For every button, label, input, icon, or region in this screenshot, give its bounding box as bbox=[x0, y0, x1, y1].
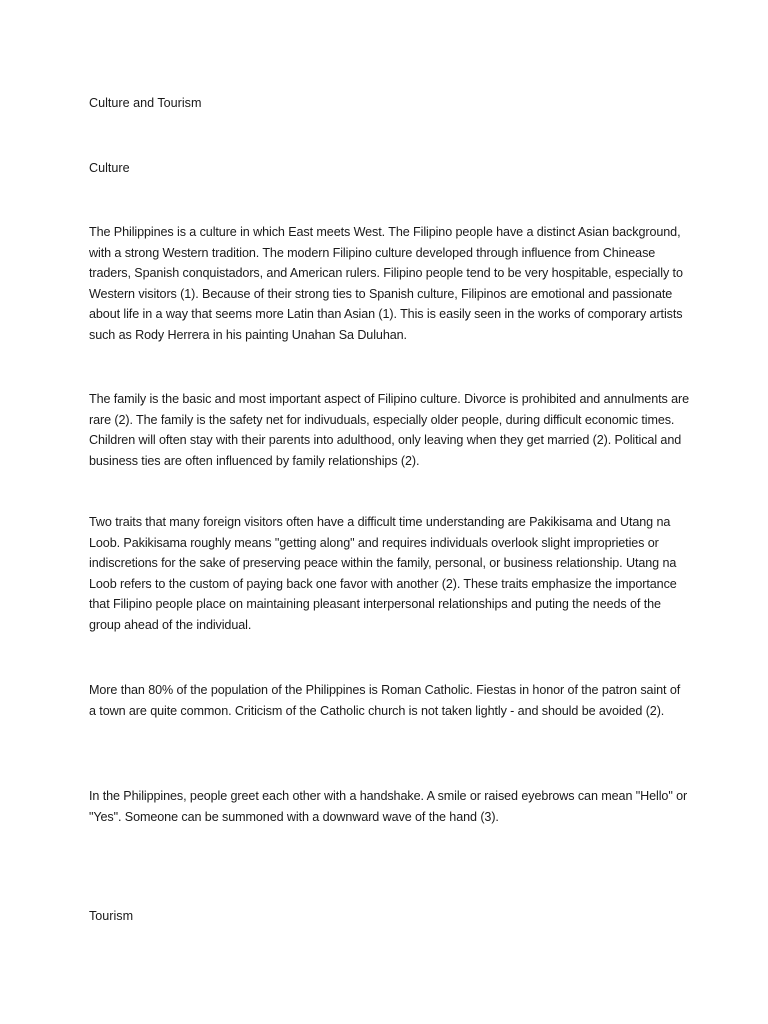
paragraph-family: The family is the basic and most important aspect of Filipino culture. Divorce is prohibited and annulments are rare (2). The family is the safety net for indivuduals, especially older people, during difficult economic times. Children will often stay with their parents into adulthood, only leaving when they get married (2). Political and business ties are often influenced by family relationships (2). bbox=[89, 392, 689, 468]
paragraph-culture-overview: The Philippines is a culture in which East meets West. The Filipino people have a distinct Asian background, with a strong Western tradition. The modern Filipino culture developed through influence from Chinease traders, Spanish conquistadors, and American rulers. Filipino people tend to be very hospitable, especially to Western visitors (1). Because of their strong ties to Spanish culture, Filipinos are emotional and passionate about life in a way that seems more Latin than Asian (1). This is easily seen in the works of comporary artists such as Rody Herrera in his painting Unahan Sa Duluhan. bbox=[89, 225, 683, 342]
paragraph-traits: Two traits that many foreign visitors often have a difficult time understanding are Pakikisama and Utang na Loob. Pakikisama roughly means "getting along" and requires individuals overlook slight improprieties or indiscretions for the sake of preserving peace within the family, personal, or business relationship. Utang na Loob refers to the custom of paying back one favor with another (2). These traits emphasize the importance that Filipino people place on maintaining pleasant interpersonal relationships and puting the needs of the group ahead of the individual. bbox=[89, 515, 677, 632]
document-title: Culture and Tourism bbox=[89, 96, 202, 110]
paragraph-greetings: In the Philippines, people greet each other with a handshake. A smile or raised eyebrows can mean "Hello" or "Yes". Someone can be summoned with a downward wave of the hand (3). bbox=[89, 789, 688, 824]
section-heading-culture: Culture bbox=[89, 161, 130, 175]
paragraph-religion: More than 80% of the population of the Philippines is Roman Catholic. Fiestas in honor of the patron saint of a town are quite common. Criticism of the Catholic church is not taken lightly - and should be avoided (2). bbox=[89, 683, 681, 718]
section-heading-tourism: Tourism bbox=[89, 909, 134, 923]
